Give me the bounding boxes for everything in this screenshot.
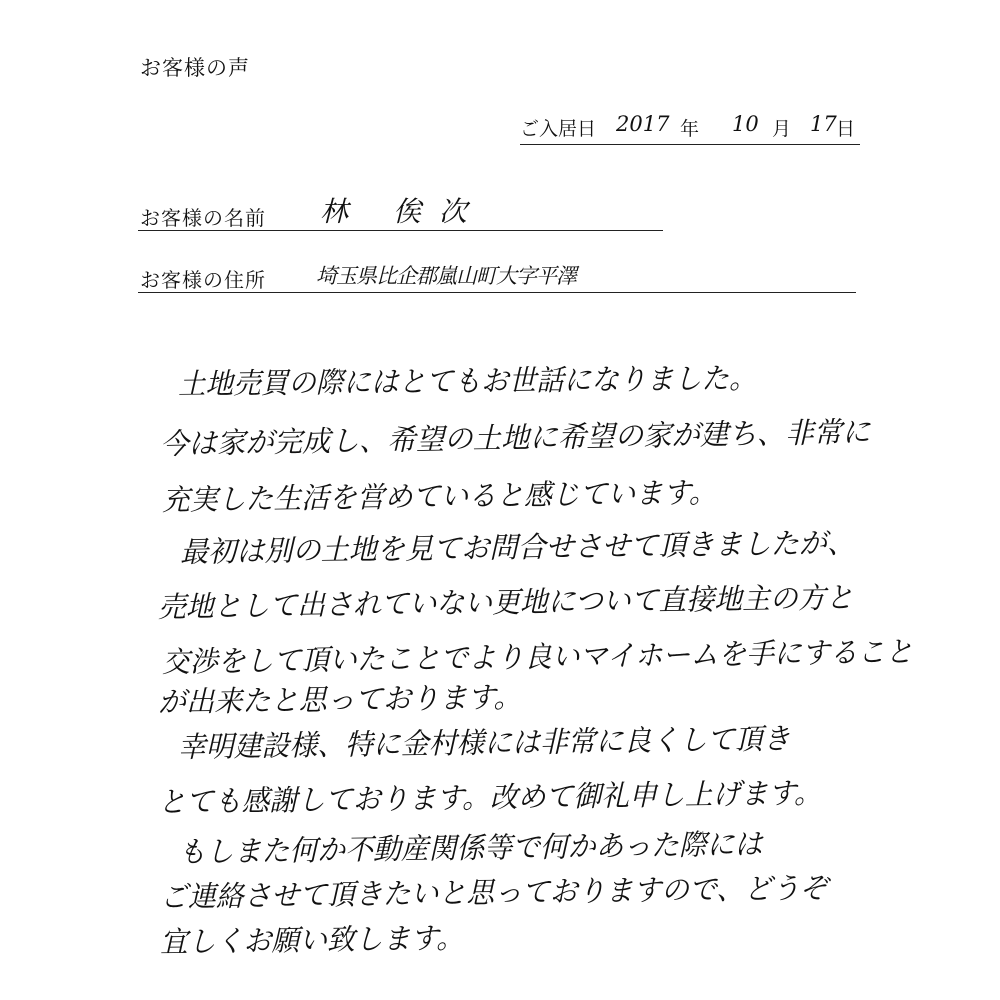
form-heading: お客様の声 — [140, 56, 250, 80]
message-line: 売地として出されていない更地について直接地主の方と — [157, 580, 854, 624]
customer-address-row — [138, 258, 856, 293]
message-line: とても感謝しております。改めて御礼申し上げます。 — [157, 775, 822, 819]
message-line: 今は家が完成し、希望の土地に希望の家が建ち、非常に — [159, 414, 871, 461]
message-line: 最初は別の土地を見てお問合せさせて頂きましたが、 — [179, 525, 856, 569]
customer-address-value: 埼玉県比企郡嵐山町大字平澤 — [316, 264, 576, 288]
message-line: 充実した生活を営めていると感じています。 — [161, 475, 717, 517]
move-in-day-unit: 日 — [836, 118, 856, 140]
message-line: 土地売買の際にはとてもお世話になりました。 — [177, 360, 757, 401]
message-line: 幸明建設様、特に金村様には非常に良くして頂き — [177, 721, 791, 764]
message-line: 宜しくお願い致します。 — [159, 920, 465, 959]
message-line: 交渉をして頂いたことでより良いマイホームを手にすること — [161, 634, 914, 679]
message-line: もしまた何か不動産関係等で何かあった際には — [177, 826, 763, 869]
move-in-day-value: 17 — [810, 112, 837, 136]
customer-name-label: お客様の名前 — [140, 206, 266, 230]
move-in-year-value: 2017 — [616, 112, 670, 136]
message-line: が出来たと思っております。 — [157, 679, 522, 719]
customer-name-row — [138, 196, 663, 231]
customer-address-label: お客様の住所 — [140, 268, 266, 292]
move-in-month-value: 10 — [732, 112, 759, 136]
move-in-date-row — [520, 112, 860, 145]
move-in-month-unit: 月 — [772, 118, 792, 140]
message-line: ご連絡させて頂きたいと思っておりますので、どうぞ — [159, 870, 828, 914]
customer-name-value: 林 俟次 — [320, 195, 485, 228]
move-in-date-label: ご入居日 — [520, 118, 597, 140]
move-in-year-unit: 年 — [680, 118, 700, 140]
